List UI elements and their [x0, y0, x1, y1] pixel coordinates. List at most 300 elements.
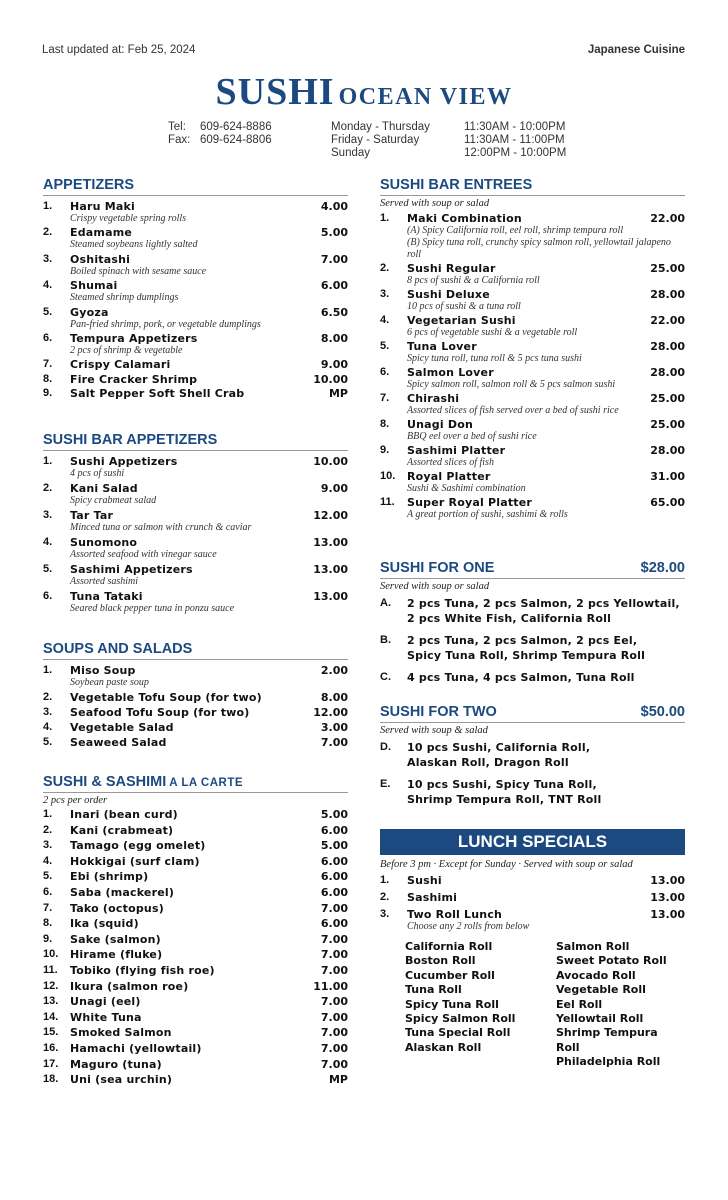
item-price: 13.00 [650, 908, 685, 921]
item-number: 11. [43, 963, 58, 976]
item-number: 14. [43, 1010, 59, 1023]
section-lunch-specials [380, 829, 685, 1069]
menu-item [43, 839, 348, 852]
item-description: Choose any 2 rolls from below [407, 921, 530, 932]
item-description: Assorted seafood with vinegar sauce [70, 549, 217, 560]
item-number: 3. [380, 908, 390, 920]
item-name: Shumai [70, 279, 118, 293]
soups-list [43, 664, 348, 749]
menu-item [43, 1073, 348, 1086]
item-name: Tako (octopus) [70, 901, 164, 915]
item-price: 22.00 [650, 212, 685, 225]
item-number: 5. [43, 563, 53, 575]
cuisine-label: Japanese Cuisine [587, 44, 685, 56]
item-name: Salmon Lover [407, 366, 494, 379]
item-name: Tobiko (flying fish roe) [70, 963, 215, 977]
fax-label: Fax: [168, 134, 191, 146]
menu-item [43, 358, 348, 371]
section-sushi-for-one [380, 560, 685, 692]
item-price: 7.00 [320, 1026, 348, 1040]
menu-item [380, 366, 685, 391]
menu-item [43, 1011, 348, 1024]
item-price: 6.00 [320, 854, 348, 868]
item-description: Spicy tuna roll, tuna roll & 5 pcs tuna sushi [407, 353, 582, 364]
option-line: 4 pcs Tuna, 4 pcs Salmon, Tuna Roll [407, 671, 635, 684]
menu-item [43, 870, 348, 883]
item-number: 2. [43, 226, 53, 239]
menu-item [380, 874, 685, 887]
item-description: Minced tuna or salmon with crunch & caviar [70, 522, 252, 533]
hours-time: 11:30AM - 11:00PM [464, 134, 565, 146]
item-number: 9. [43, 387, 53, 400]
item-price: 7.00 [320, 1010, 348, 1024]
item-price: 7.00 [320, 252, 348, 266]
restaurant-logo [0, 70, 728, 114]
option-letter: A. [380, 597, 391, 609]
item-description: Steamed shrimp dumplings [70, 292, 179, 304]
item-price: 25.00 [650, 392, 685, 405]
hours-day: Sunday [331, 147, 371, 159]
item-name: Super Royal Platter [407, 496, 533, 509]
item-price: 9.00 [320, 358, 348, 372]
item-number: 10. [380, 470, 396, 482]
item-description: 6 pcs of vegetable sushi & a vegetable roll [407, 327, 578, 338]
menu-item [43, 706, 348, 719]
menu-item [43, 664, 348, 689]
item-number: 7. [43, 901, 53, 914]
item-price: 25.00 [650, 262, 685, 275]
item-number: 16. [43, 1041, 59, 1054]
appetizers-list [43, 200, 348, 400]
item-description: Crispy vegetable spring rolls [70, 213, 187, 224]
menu-item [380, 392, 685, 417]
menu-item [43, 1042, 348, 1055]
item-number: 9. [43, 932, 53, 945]
combo-option [380, 777, 685, 807]
menu-item [380, 314, 685, 339]
item-number: 12. [43, 979, 59, 992]
item-name: Kani (crabmeat) [70, 823, 174, 837]
menu-item [380, 891, 685, 904]
item-number: 1. [43, 200, 53, 212]
item-number: 1. [43, 808, 53, 820]
section-title: SUSHI BAR APPETIZERS [43, 432, 348, 451]
option-line: 2 pcs Tuna, 2 pcs Salmon, 2 pcs Yellowtail, [407, 597, 680, 610]
item-name: Maguro (tuna) [70, 1057, 162, 1071]
menu-item [43, 455, 348, 480]
title-main: SUSHI FOR TWO [380, 704, 497, 720]
item-description: Boiled spinach with sesame sauce [70, 265, 207, 277]
menu-item [43, 824, 348, 837]
item-price: 7.00 [320, 948, 348, 962]
menu-item [380, 496, 685, 521]
item-price: 65.00 [650, 496, 685, 509]
item-price: 8.00 [320, 691, 348, 704]
item-number: 3. [380, 288, 390, 300]
option-line: Spicy Tuna Roll, Shrimp Tempura Roll [407, 649, 646, 662]
sushi-for-one-list [380, 596, 685, 685]
roll-option: Salmon Roll [556, 940, 630, 953]
section-note: Served with soup & salad [380, 725, 488, 736]
item-price: 22.00 [650, 314, 685, 327]
rolls-right-column [556, 940, 685, 1070]
item-name: Sake (salmon) [70, 932, 161, 946]
option-letter: B. [380, 634, 391, 646]
roll-option: California Roll [405, 940, 493, 953]
roll-option: Spicy Salmon Roll [405, 1012, 516, 1026]
item-price: 13.00 [313, 563, 348, 576]
item-number: 4. [43, 721, 53, 733]
item-price: MP [328, 1073, 348, 1087]
combo-option [380, 633, 685, 663]
item-name: Miso Soup [70, 664, 136, 677]
option-letter: E. [380, 778, 391, 790]
entrees-list [380, 212, 685, 521]
item-name: Sushi Deluxe [407, 288, 490, 301]
item-description: Sushi & Sashimi combination [407, 483, 526, 494]
item-description: Assorted slices of fish [407, 457, 494, 468]
section-title [380, 560, 685, 579]
roll-option: Shrimp Tempura Roll [556, 1026, 658, 1054]
item-price: 5.00 [320, 226, 348, 240]
item-number: 2. [43, 482, 53, 494]
item-number: 1. [380, 874, 390, 886]
item-number: 2. [43, 691, 53, 703]
item-number: 4. [43, 854, 53, 867]
item-price: 6.00 [320, 885, 348, 899]
item-name: Two Roll Lunch [407, 908, 503, 921]
menu-item [43, 808, 348, 821]
item-description: A great portion of sushi, sashimi & rolls [407, 509, 568, 520]
item-number: 2. [380, 262, 390, 274]
item-number: 8. [380, 418, 390, 430]
item-price: 6.00 [320, 917, 348, 931]
menu-item [380, 470, 685, 495]
roll-option: Alaskan Roll [405, 1040, 482, 1054]
item-price: 5.00 [320, 839, 348, 853]
title-tail: A LA CARTE [169, 777, 244, 789]
hours-days [331, 121, 430, 160]
item-number: 9. [380, 444, 390, 456]
item-price: 25.00 [650, 418, 685, 431]
item-number: 3. [43, 252, 53, 265]
item-price: 4.00 [320, 200, 348, 213]
item-number: 3. [43, 509, 53, 521]
menu-item [43, 563, 348, 588]
a-la-carte-list [43, 808, 348, 1086]
menu-item [380, 340, 685, 365]
item-number: 1. [380, 212, 390, 224]
item-name: Seaweed Salad [70, 736, 167, 749]
item-price: 11.00 [313, 979, 348, 993]
item-price: 7.00 [320, 901, 348, 915]
item-number: 15. [43, 1026, 59, 1039]
item-description: Soybean paste soup [70, 677, 149, 688]
menu-item [43, 1026, 348, 1039]
item-price: 6.00 [320, 823, 348, 837]
section-note: 2 pcs per order [43, 795, 108, 806]
roll-option: Tuna Special Roll [405, 1026, 511, 1040]
hours-times [464, 121, 566, 160]
item-price: 6.00 [320, 870, 348, 884]
sushi-for-two-list [380, 740, 685, 807]
menu-item [43, 980, 348, 993]
item-description: BBQ eel over a bed of sushi rice [407, 431, 537, 442]
option-line: 10 pcs Sushi, Spicy Tuna Roll, [407, 778, 597, 791]
menu-item [380, 288, 685, 313]
item-description: (B) Spicy tuna roll, crunchy spicy salmon roll, yellowtail jalapeno roll [407, 237, 671, 260]
item-price: 7.00 [320, 932, 348, 946]
item-number: 3. [43, 706, 53, 718]
item-name: White Tuna [70, 1010, 142, 1024]
item-name: Royal Platter [407, 470, 491, 483]
item-name: Vegetable Salad [70, 721, 174, 734]
menu-item [43, 855, 348, 868]
item-number: 18. [43, 1073, 59, 1086]
section-title: SOUPS AND SALADS [43, 641, 348, 660]
item-price: 7.00 [320, 1041, 348, 1055]
section-note: Served with soup or salad [380, 198, 490, 209]
sushi-bar-appetizers-list [43, 455, 348, 615]
item-name: Saba (mackerel) [70, 885, 175, 899]
section-a-la-carte [43, 774, 348, 1089]
option-letter: C. [380, 671, 391, 683]
hours-day: Monday - Thursday [331, 121, 430, 133]
menu-item [380, 262, 685, 287]
item-name: Tuna Tataki [70, 590, 143, 603]
item-name: Tamago (egg omelet) [70, 839, 206, 853]
item-description: 2 pcs of shrimp & vegetable [70, 344, 183, 356]
item-name: Smoked Salmon [70, 1026, 172, 1040]
combo-option [380, 740, 685, 770]
option-line: 2 pcs Tuna, 2 pcs Salmon, 2 pcs Eel, [407, 634, 638, 647]
item-price: 6.00 [320, 279, 348, 293]
item-number: 5. [380, 340, 390, 352]
item-number: 4. [43, 536, 53, 548]
item-name: Vegetarian Sushi [407, 314, 516, 327]
last-updated: Last updated at: Feb 25, 2024 [42, 44, 196, 56]
item-name: Edamame [70, 226, 133, 240]
section-price: $50.00 [640, 704, 685, 720]
item-name: Ebi (shrimp) [70, 870, 149, 884]
menu-item [43, 482, 348, 507]
menu-item [43, 917, 348, 930]
item-price: 10.00 [313, 372, 348, 386]
item-price: 3.00 [320, 721, 348, 734]
menu-item [43, 200, 348, 225]
item-number: 5. [43, 870, 53, 883]
roll-option: Avocado Roll [556, 968, 636, 982]
item-number: 4. [43, 279, 53, 292]
item-number: 11. [380, 496, 395, 508]
item-price: 13.00 [313, 590, 348, 603]
item-price: 13.00 [313, 536, 348, 549]
item-number: 1. [43, 664, 53, 676]
item-name: Tuna Lover [407, 340, 477, 353]
item-name: Tar Tar [70, 509, 114, 522]
roll-option: Sweet Potato Roll [556, 954, 667, 968]
menu-item [43, 1058, 348, 1071]
menu-item [380, 418, 685, 443]
item-price: 5.00 [320, 808, 348, 821]
item-price: 12.00 [313, 706, 348, 719]
option-line: Shrimp Tempura Roll, TNT Roll [407, 793, 602, 806]
roll-option: Eel Roll [556, 997, 603, 1011]
item-name: Kani Salad [70, 482, 138, 495]
logo-ocean-view: OCEAN VIEW [338, 84, 513, 110]
roll-option: Yellowtail Roll [556, 1012, 644, 1026]
item-price: 7.00 [320, 995, 348, 1009]
item-name: Uni (sea urchin) [70, 1073, 173, 1087]
combo-option [380, 596, 685, 626]
item-name: Salt Pepper Soft Shell Crab [70, 387, 245, 401]
item-price: 6.50 [320, 305, 348, 319]
item-name: Gyoza [70, 305, 109, 319]
item-name: Unagi Don [407, 418, 473, 431]
item-description: Steamed soybeans lightly salted [70, 239, 198, 251]
item-price: 13.00 [650, 874, 685, 887]
item-price: 10.00 [313, 455, 348, 468]
menu-item [43, 226, 348, 251]
menu-item [43, 721, 348, 734]
item-number: 6. [43, 885, 53, 898]
tel-number[interactable]: 609-624-8886 [200, 121, 272, 133]
menu-item [43, 509, 348, 534]
item-number: 6. [43, 590, 53, 602]
menu-item [43, 902, 348, 915]
menu-item [43, 995, 348, 1008]
menu-item [43, 332, 348, 357]
menu-item [43, 536, 348, 561]
option-line: Alaskan Roll, Dragon Roll [407, 756, 569, 769]
item-name: Sushi [407, 874, 442, 887]
section-title: SUSHI BAR ENTREES [380, 177, 685, 196]
item-price: 12.00 [313, 509, 348, 522]
title-main: SUSHI & SASHIMI [43, 774, 167, 790]
item-number: 6. [380, 366, 390, 378]
item-description: Assorted sashimi [70, 576, 139, 587]
rolls-left-column [405, 940, 515, 1055]
item-price: 7.00 [320, 963, 348, 977]
contact-info [168, 121, 272, 147]
item-description: Spicy crabmeat salad [70, 495, 157, 506]
item-price: 28.00 [650, 366, 685, 379]
item-name: Hamachi (yellowtail) [70, 1041, 202, 1055]
option-line: 2 pcs White Fish, California Roll [407, 612, 612, 625]
item-number: 2. [43, 823, 53, 836]
item-name: Ika (squid) [70, 917, 139, 931]
item-name: Oshitashi [70, 252, 131, 266]
section-title [43, 774, 348, 793]
section-price: $28.00 [640, 560, 685, 576]
fax-number: 609-624-8806 [200, 134, 272, 146]
item-name: Sashimi [407, 891, 458, 904]
roll-option: Philadelphia Roll [556, 1055, 661, 1069]
option-letter: D. [380, 741, 391, 753]
item-name: Haru Maki [70, 200, 135, 213]
item-number: 3. [43, 839, 53, 852]
item-price: 2.00 [320, 664, 348, 677]
item-number: 1. [43, 455, 53, 467]
item-name: Hirame (fluke) [70, 948, 163, 962]
rolls-grid [380, 940, 685, 1069]
item-name: Hokkigai (surf clam) [70, 854, 200, 868]
item-name: Sashimi Platter [407, 444, 506, 457]
item-description: Seared black pepper tuna in ponzu sauce [70, 603, 235, 614]
item-name: Unagi (eel) [70, 995, 141, 1009]
item-description: 4 pcs of sushi [70, 468, 125, 479]
hours-day: Friday - Saturday [331, 134, 420, 146]
section-sushi-for-two [380, 704, 685, 814]
item-description: Pan-fried shrimp, pork, or vegetable dumplings [70, 318, 261, 330]
item-price: 7.00 [320, 736, 348, 749]
menu-item [43, 736, 348, 749]
menu-item [43, 948, 348, 961]
roll-option: Tuna Roll [405, 983, 462, 997]
roll-option: Spicy Tuna Roll [405, 997, 499, 1011]
item-number: 8. [43, 372, 53, 385]
section-entrees [380, 177, 685, 522]
option-line: 10 pcs Sushi, California Roll, [407, 741, 591, 754]
item-number: 7. [380, 392, 390, 404]
section-sushi-bar-appetizers [43, 432, 348, 617]
menu-item [43, 306, 348, 331]
item-name: Sushi Appetizers [70, 455, 178, 468]
item-name: Seafood Tofu Soup (for two) [70, 706, 250, 719]
logo-sushi: SUSHI [215, 71, 335, 113]
menu-item [43, 964, 348, 977]
roll-option: Boston Roll [405, 954, 476, 968]
item-name: Ikura (salmon roe) [70, 979, 189, 993]
item-name: Tempura Appetizers [70, 331, 198, 345]
item-description: 8 pcs of sushi & a California roll [407, 275, 540, 286]
item-name: Sushi Regular [407, 262, 496, 275]
item-price: 28.00 [650, 340, 685, 353]
menu-item [380, 212, 685, 261]
combo-option [380, 670, 685, 685]
lunch-banner: LUNCH SPECIALS [380, 829, 685, 855]
menu-item [43, 590, 348, 615]
item-number: 5. [43, 736, 53, 748]
item-name: Maki Combination [407, 212, 522, 225]
item-name: Sashimi Appetizers [70, 563, 193, 576]
item-number: 7. [43, 358, 53, 371]
item-price: MP [328, 387, 348, 401]
menu-item [43, 253, 348, 278]
item-number: 13. [43, 995, 59, 1008]
roll-option: Cucumber Roll [405, 968, 495, 982]
item-number: 4. [380, 314, 390, 326]
item-number: 6. [43, 331, 53, 344]
section-note: Served with soup or salad [380, 581, 490, 592]
menu-item [43, 933, 348, 946]
item-price: 28.00 [650, 288, 685, 301]
item-price: 31.00 [650, 470, 685, 483]
item-number: 17. [43, 1057, 59, 1070]
roll-option: Vegetable Roll [556, 983, 646, 997]
item-price: 13.00 [650, 891, 685, 904]
item-price: 8.00 [320, 331, 348, 345]
item-name: Sunomono [70, 536, 138, 549]
menu-item [43, 373, 348, 386]
section-title: APPETIZERS [43, 177, 348, 196]
lunch-list [380, 874, 685, 933]
item-number: 8. [43, 917, 53, 930]
menu-item [43, 279, 348, 304]
item-price: 28.00 [650, 444, 685, 457]
item-number: 10. [43, 948, 59, 961]
hours-time: 12:00PM - 10:00PM [464, 147, 567, 159]
